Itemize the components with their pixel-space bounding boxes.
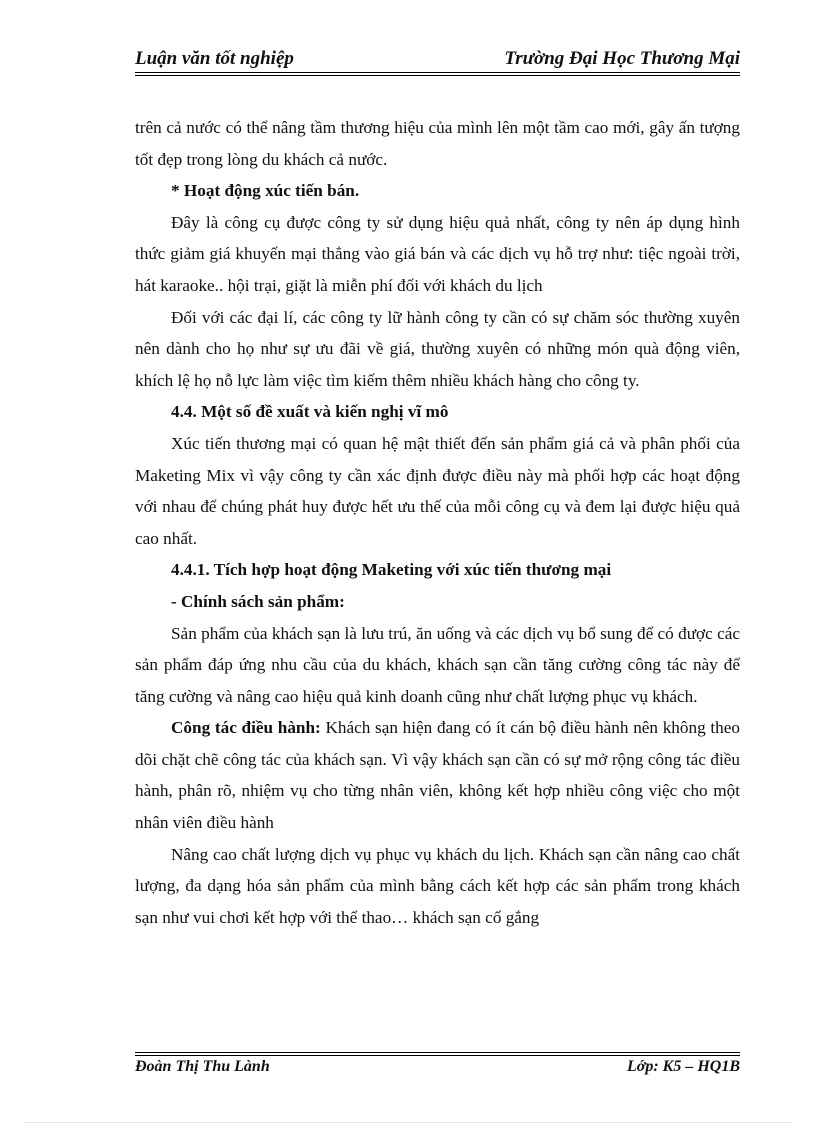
paragraph-product-policy: Sản phẩm của khách sạn là lưu trú, ăn uống và các dịch vụ bổ sung để có được các sản phẩm đáp ứng nhu cầu của du khách, khách sạn cần tăng cường công tác này để tăng cường và nâng cao hiệu quả kinh doanh cũng như chất lượng phục vụ khách. (135, 623, 740, 706)
header-rule (135, 72, 740, 73)
heading-section-4-4-1: 4.4.1. Tích hợp hoạt động Maketing với xúc tiến thương mại (171, 560, 612, 580)
management-text: Khách sạn hiện đang có ít cán bộ điều hành nên không theo dõi chặt chẽ công tác của khách sạn. Vì vậy khách sạn cần có sự mở rộng công tác điều hành, phân rõ, nhiệm vụ cho từng nhân viên, không kết hợp nhiều công việc cho một nhân viên điều hành (135, 718, 740, 833)
paragraph-service-quality: Nâng cao chất lượng dịch vụ phục vụ khách du lịch. Khách sạn cần nâng cao chất lượng, đa dạng hóa sản phẩm của mình bằng cách kết hợp các sản phẩm trong khách sạn như vui chơi kết hợp với thể thao… khách sạn cố gắng (135, 844, 740, 927)
heading-product-policy: - Chính sách sản phẩm: (171, 591, 345, 611)
footer-rule-thin (135, 1052, 740, 1053)
page-footer (135, 1058, 740, 1080)
paragraph-marketing-mix: Xúc tiến thương mại có quan hệ mật thiết đến sản phẩm giá cả và phân phối của Maketing Mix vì vậy công ty cần xác định được điều này mà phối hợp các hoạt động với nhau để chúng phát huy được hết ưu thế của mỗi công cụ và đem lại được hiệu quả cao nhất. (135, 433, 740, 548)
page-header (135, 46, 740, 72)
paragraph-agents: Đối với các đại lí, các công ty lữ hành công ty cần có sự chăm sóc thường xuyên nên dành cho họ như sự ưu đãi về giá, thường xuyên có những món quà động viên, khích lệ họ nỗ lực làm việc tìm kiếm thêm nhiều khách hàng cho công ty. (135, 307, 740, 390)
header-rule-thin (135, 75, 740, 76)
paragraph-continuation: trên cả nước có thể nâng tầm thương hiệu của mình lên một tầm cao mới, gây ấn tượng tốt đẹp trong lòng du khách cả nước. (135, 118, 740, 169)
heading-sales-promotion: * Hoạt động xúc tiến bán. (171, 181, 360, 201)
footer-rule (135, 1055, 740, 1056)
header-thesis-title: Luận văn tốt nghiệp (135, 48, 294, 69)
heading-section-4-4: 4.4. Một số đề xuất và kiến nghị vĩ mô (171, 402, 449, 422)
management-lead: Công tác điều hành: (171, 718, 321, 738)
header-university: Trường Đại Học Thương Mại (504, 48, 740, 69)
footer-author: Đoàn Thị Thu Lành (135, 1058, 270, 1075)
page-content (135, 112, 740, 933)
footer-class: Lớp: K5 – HQ1B (626, 1058, 740, 1075)
paragraph-management (135, 712, 740, 838)
paragraph-sales-promotion: Đây là công cụ được công ty sử dụng hiệu quả nhất, công ty nên áp dụng hình thức giảm giá khuyến mại thẳng vào giá bán và các dịch vụ hỗ trợ như: tiệc ngoài trời, hát karaoke.. hội trại, giặt là miễn phí đối với khách du lịch (135, 212, 740, 295)
